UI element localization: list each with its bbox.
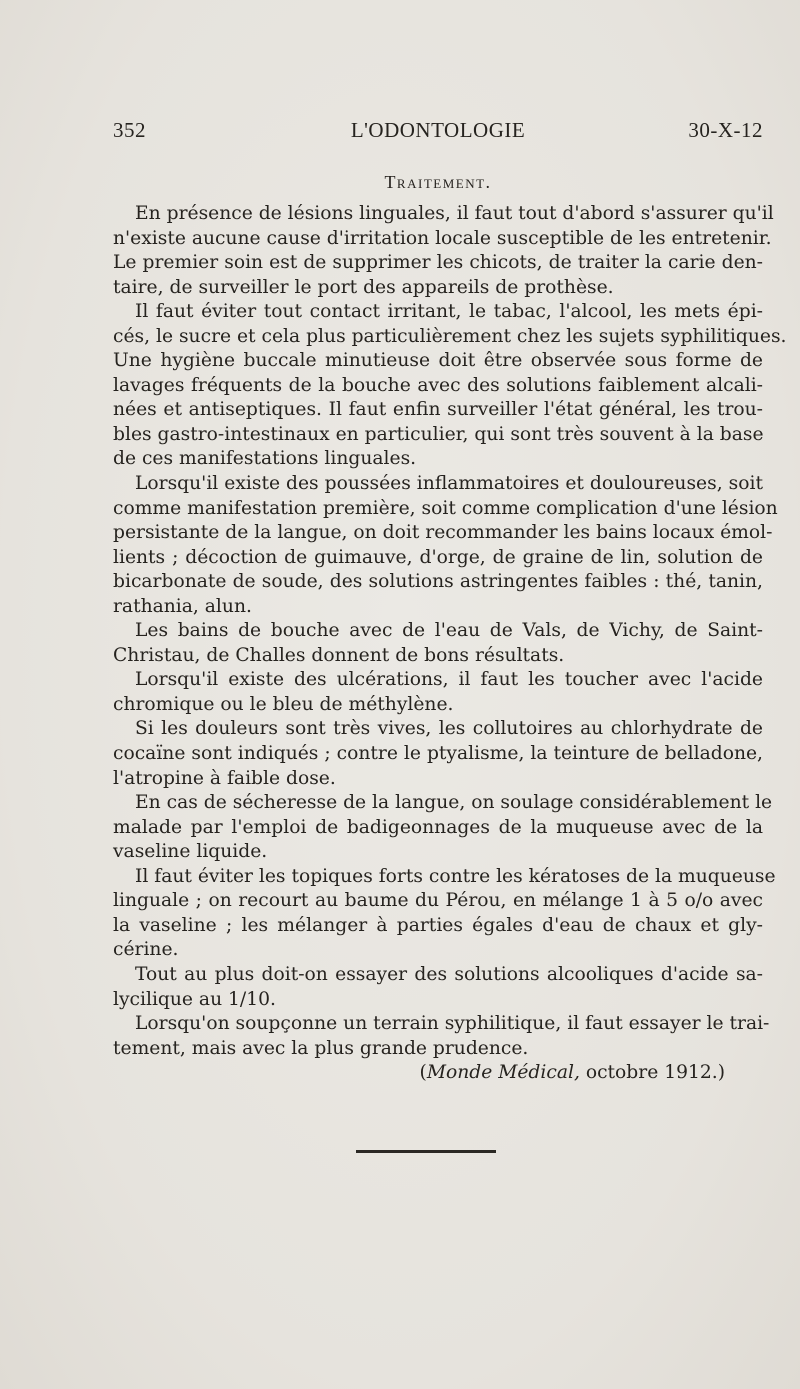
text-line: Il faut éviter tout contact irritant, le tabac, l'alcool, les mets épi- (135, 301, 763, 323)
text-line: comme manifestation première, soit comme complication d'une lésion (113, 497, 778, 519)
text-line: Lorsqu'on soupçonne un terrain syphilitique, il faut essayer le trai- (135, 1013, 770, 1035)
text-line: cocaïne sont indiqués ; contre le ptyalisme, la teinture de belladone, (113, 743, 763, 765)
page-number: 352 (113, 118, 146, 142)
section-heading: Traitement. (384, 172, 492, 192)
text-line: l'atropine à faible dose. (113, 767, 336, 789)
running-head (113, 118, 763, 148)
body-text (113, 202, 787, 1086)
text-line: malade par l'emploi de badigeonnages de la muqueuse avec de la (113, 816, 763, 838)
text-line: cés, le sucre et cela plus particulièrement chez les sujets syphilitiques. (113, 325, 787, 347)
citation (113, 1061, 763, 1086)
text-line: cérine. (113, 939, 179, 961)
text-line: Le premier soin est de supprimer les chicots, de traiter la carie den- (113, 252, 763, 274)
text-line: rathania, alun. (113, 595, 252, 617)
text-line: bles gastro-intestinaux en particulier, qui sont très souvent à la base (113, 423, 764, 445)
journal-title: L'ODONTOLOGIE (350, 118, 526, 142)
text-line: vaseline liquide. (113, 841, 268, 863)
text-line: lients ; décoction de guimauve, d'orge, de graine de lin, solution de (113, 546, 763, 568)
text-line: taire, de surveiller le port des appareils de prothèse. (113, 276, 614, 298)
text-line: Lorsqu'il existe des poussées inflammatoires et douloureuses, soit (135, 473, 763, 495)
text-line: la vaseline ; les mélanger à parties égales d'eau de chaux et gly- (113, 914, 763, 936)
citation-source: Monde Médical, (426, 1062, 580, 1084)
text-line: Les bains de bouche avec de l'eau de Vals, de Vichy, de Saint- (135, 620, 763, 642)
issue-date: 30-X-12 (688, 118, 763, 142)
text-line: Si les douleurs sont très vives, les collutoires au chlorhydrate de (135, 718, 763, 740)
text-line: lavages fréquents de la bouche avec des solutions faiblement alcali- (113, 374, 763, 396)
text-line: linguale ; on recourt au baume du Pérou, en mélange 1 à 5 o/o avec (113, 890, 763, 912)
text-line: lycilique au 1/10. (113, 988, 276, 1010)
end-rule (356, 1150, 496, 1153)
citation-open: ( (419, 1062, 427, 1084)
text-line: Tout au plus doit-on essayer des solutions alcooliques d'acide sa- (135, 963, 763, 985)
citation-date: octobre 1912.) (579, 1062, 725, 1084)
text-line: Il faut éviter les topiques forts contre les kératoses de la muqueuse (135, 865, 776, 887)
text-line: Christau, de Challes donnent de bons résultats. (113, 644, 565, 666)
text-line: n'existe aucune cause d'irritation locale susceptible de les entretenir. (113, 227, 772, 249)
text-line: chromique ou le bleu de méthylène. (113, 693, 454, 715)
text-line: Lorsqu'il existe des ulcérations, il faut les toucher avec l'acide (135, 669, 763, 691)
text-line: tement, mais avec la plus grande prudence. (113, 1037, 529, 1059)
text-line: persistante de la langue, on doit recommander les bains locaux émol- (113, 522, 773, 544)
text-line: En présence de lésions linguales, il faut tout d'abord s'assurer qu'il (135, 203, 774, 224)
text-line: de ces manifestations linguales. (113, 448, 417, 470)
text-line: nées et antiseptiques. Il faut enfin surveiller l'état général, les trou- (113, 399, 763, 421)
text-line: bicarbonate de soude, des solutions astringentes faibles : thé, tanin, (113, 571, 763, 593)
text-line: En cas de sécheresse de la langue, on soulage considérablement le (135, 792, 773, 814)
text-line: Une hygiène buccale minutieuse doit être observée sous forme de (113, 350, 763, 372)
